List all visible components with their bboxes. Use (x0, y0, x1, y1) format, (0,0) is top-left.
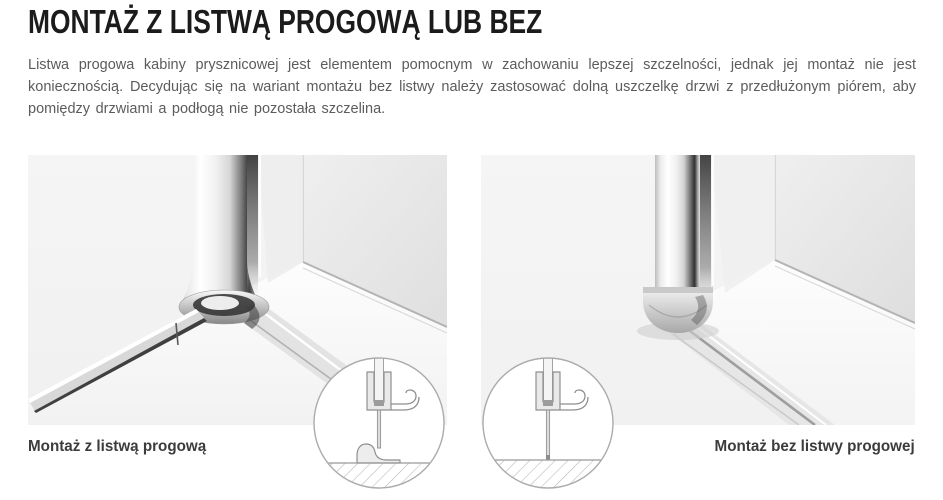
glass-section (544, 358, 553, 404)
glass-edge-dark-band (247, 155, 258, 297)
seal-fin-long (546, 410, 549, 459)
caption-with-strip: Montaż z listwą progową (28, 438, 207, 455)
floor-hatching (320, 464, 438, 490)
chrome-hinge-profile (655, 155, 700, 295)
floor-hatching (489, 461, 607, 489)
cap-top-band (643, 287, 713, 293)
glass-section (375, 358, 384, 404)
page-title: MONTAŻ Z LISTWĄ PROGOWĄ LUB BEZ (28, 3, 543, 40)
seal-pad (543, 400, 553, 406)
seal-pad (374, 400, 384, 406)
glass-edge-dark-band (700, 155, 711, 305)
seal-diagram-without-strip-icon (481, 356, 615, 490)
seal-fin-tip (546, 455, 549, 460)
seal-diagram-with-strip-icon (312, 356, 446, 490)
hinge-collar-highlight (201, 296, 239, 310)
caption-without-strip: Montaż bez listwy progowej (714, 438, 915, 455)
intro-paragraph: Listwa progowa kabiny prysznicowej jest elementem pomocnym w zachowaniu lepszej szczelności, jednak jej montaż nie jest koniecznością. Decydując się na wariant montażu bez listwy należy zastosować dolną uszczelkę drzwi z przedłużonym piórem, aby pomiędzy drzwiami a podłogą nie pozostała szczelina. (28, 57, 916, 117)
seal-fin (377, 410, 380, 448)
